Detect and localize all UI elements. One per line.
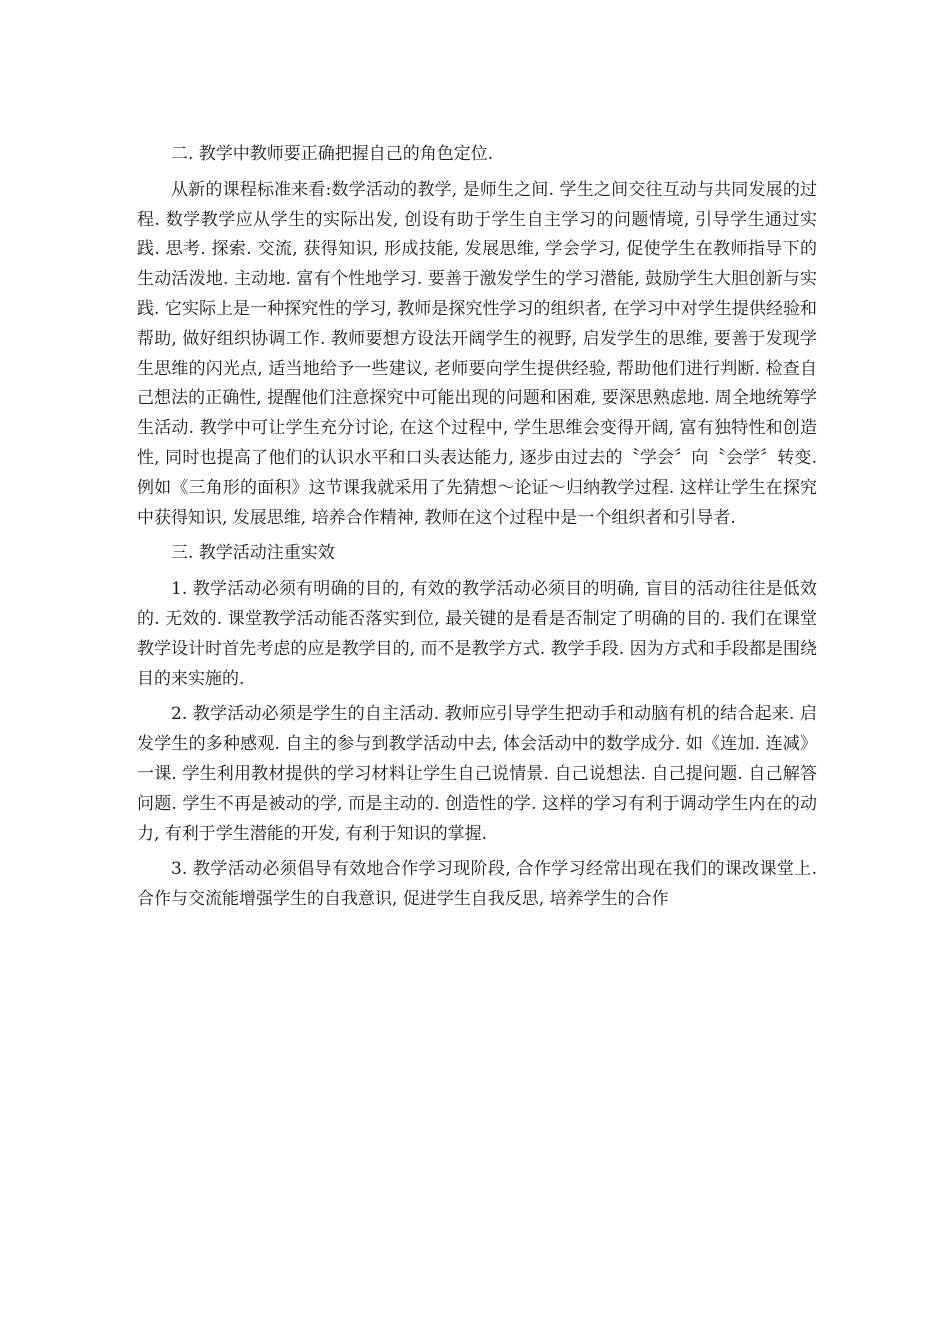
paragraph-point-1: 1. 教学活动必须有明确的目的, 有效的教学活动必须目的明确, 盲目的活动往往是低效的. 无效的. 课堂教学活动能否落实到位, 最关键的是看是否制定了明确的目的. 我们在课堂教学设计时首先考虑的应是教学目的, 而不是教学方式. 教学手段. 因为方式和手段都是围绕目的来实施的. — [137, 579, 817, 689]
document-body — [137, 140, 817, 921]
section-heading-effectiveness: 三. 教学活动注重实效 — [171, 543, 335, 564]
paragraph-teacher-role-body: 从新的课程标准来看:数学活动的教学, 是师生之间. 学生之间交往互动与共同发展的过程. 数学教学应从学生的实际出发, 创设有助于学生自主学习的问题情境, 引导学生通过实践. 思考. 探索. 交流, 获得知识, 形成技能, 发展思维, 学会学习, 促使学生在教师指导下的生动活泼地. 主动地. 富有个性地学习. 要善于激发学生的学习潜能, 鼓励学生大胆创新与实践. 它实际上是一种探究性的学习, 教师是探究性学习的组织者, 在学习中对学生提供经验和帮助, 做好组织协调工作. 教师要想方设法开阔学生的视野, 启发学生的思维, 要善于发现学生思维的闪光点, 适当地给予一些建议, 老师要向学生提供经验, 帮助他们进行判断. 检查自己想法的正确性, 提醒他们注意探究中可能出现的问题和困难, 要深思熟虑地. 周全地统筹学生活动. 教学中可让学生充分讨论, 在这个过程中, 学生思维会变得开阔, 富有独特性和创造性, 同时也提高了他们的认识水平和口头表达能力, 逐步由过去的〝学会〞向〝会学〞转变. 例如《三角形的面积》这节课我就采用了先猜想～论证～归纳教学过程. 这样让学生在探究中获得知识, 发展思维, 培养合作精神, 教师在这个过程中是一个组织者和引导者. — [137, 179, 817, 528]
section-heading-teacher-role: 二. 教学中教师要正确把握自己的角色定位. — [171, 144, 494, 164]
paragraph-point-3: 3. 教学活动必须倡导有效地合作学习现阶段, 合作学习经常出现在我们的课改课堂上. 合作与交流能增强学生的自我意识, 促进学生自我反思, 培养学生的合作 — [137, 859, 817, 910]
paragraph-point-2: 2. 教学活动必须是学生的自主活动. 教师应引导学生把动手和动脑有机的结合起来. 启发学生的多种感观. 自主的参与到教学活动中去, 体会活动中的数学成分. 如《连加. 连减》一课. 学生利用教材提供的学习材料让学生自己说情景. 自己说想法. 自己提问题. 自己解答问题. 学生不再是被动的学, 而是主动的. 创造性的学. 这样的学习有利于调动学生内在的动力, 有利于学生潜能的开发, 有利于知识的掌握. — [137, 704, 817, 844]
